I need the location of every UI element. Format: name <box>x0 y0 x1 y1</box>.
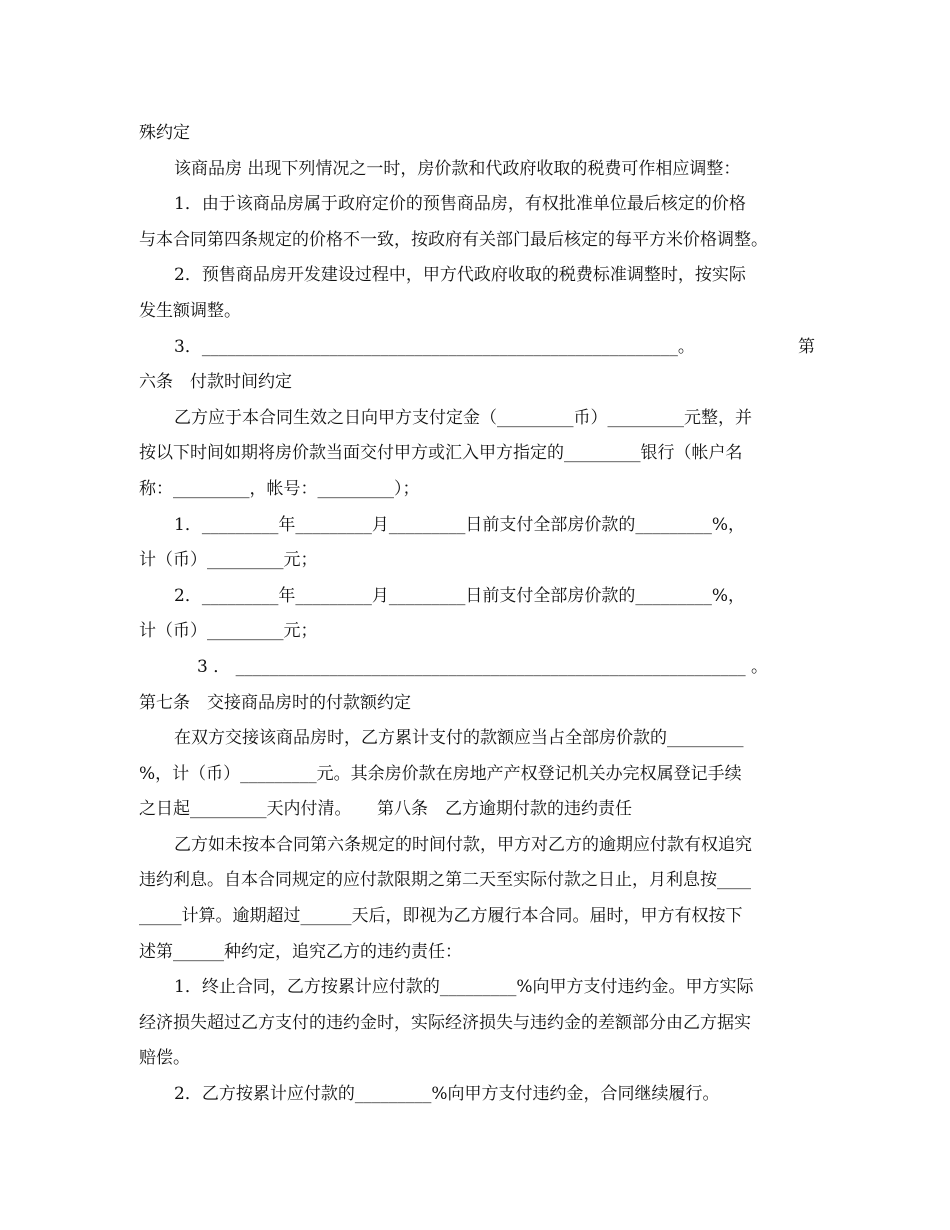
section-heading: 六条 付款时间约定 <box>139 372 292 393</box>
text-line: 2．乙方按累计应付款的_________%向甲方支付违约金，合同继续履行。 <box>174 1084 720 1105</box>
text-line: 之日起_________天内付清。 第八条 乙方逾期付款的违约责任 <box>139 799 632 820</box>
text-line: 按以下时间如期将房价款当面交付甲方或汇入甲方指定的_________银行（帐户名 <box>139 443 743 464</box>
clause-item-3: 3．________________________________________________________。 <box>174 336 695 357</box>
text-line: 与本合同第四条规定的价格不一致，按政府有关部门最后核定的每平方米价格调整。 <box>139 229 768 250</box>
text-line: 3 ． ____________________________________________________________ 。 <box>197 656 769 677</box>
text-line: 违约利息。自本合同规定的应付款限期之第二天至实际付款之日止，月利息按____ <box>139 870 751 891</box>
section-heading: 第七条 交接商品房时的付款额约定 <box>139 692 411 713</box>
text-line: 1．_________年_________月_________日前支付全部房价款的_________%， <box>174 514 745 535</box>
text-line: 称：_________，帐号：_________）； <box>139 478 420 499</box>
text-line: 1．由于该商品房属于政府定价的预售商品房，有权批准单位最后核定的价格 <box>174 194 746 215</box>
text-line: _____计算。逾期超过______天后，即视为乙方履行本合同。届时，甲方有权按下 <box>139 906 743 927</box>
text-line: 在双方交接该商品房时，乙方累计支付的款额应当占全部房价款的_________ <box>174 728 744 749</box>
article-prefix: 第 <box>798 336 815 357</box>
text-line: 1．终止合同，乙方按累计应付款的_________%向甲方支付违约金。甲方实际 <box>174 977 754 998</box>
text-line: 该商品房 出现下列情况之一时，房价款和代政府收取的税费可作相应调整： <box>174 158 741 179</box>
text-line: %，计（币）_________元。其余房价款在房地产产权登记机关办完权属登记手续 <box>139 763 742 784</box>
text-line: 乙方应于本合同生效之日向甲方支付定金（_________币）_________元整，并 <box>174 407 752 428</box>
text-line: 2．预售商品房开发建设过程中，甲方代政府收取的税费标准调整时，按实际 <box>174 265 746 286</box>
text-line: 计（币）_________元； <box>139 550 318 571</box>
text-line: 发生额调整。 <box>139 300 241 321</box>
text-line: 殊约定 <box>139 123 190 143</box>
text-line: 赔偿。 <box>139 1048 190 1069</box>
text-line: 经济损失超过乙方支付的违约金时，实际经济损失与违约金的差额部分由乙方据实 <box>139 1012 751 1033</box>
document-body <box>139 116 815 1113</box>
text-line <box>139 330 815 366</box>
text-line: 2．_________年_________月_________日前支付全部房价款的_________%， <box>174 585 745 606</box>
text-line: 计（币）_________元； <box>139 621 318 642</box>
text-line: 乙方如未按本合同第六条规定的时间付款，甲方对乙方的逾期应付款有权追究 <box>174 834 752 855</box>
text-line: 述第______种约定，追究乙方的违约责任： <box>139 941 462 962</box>
